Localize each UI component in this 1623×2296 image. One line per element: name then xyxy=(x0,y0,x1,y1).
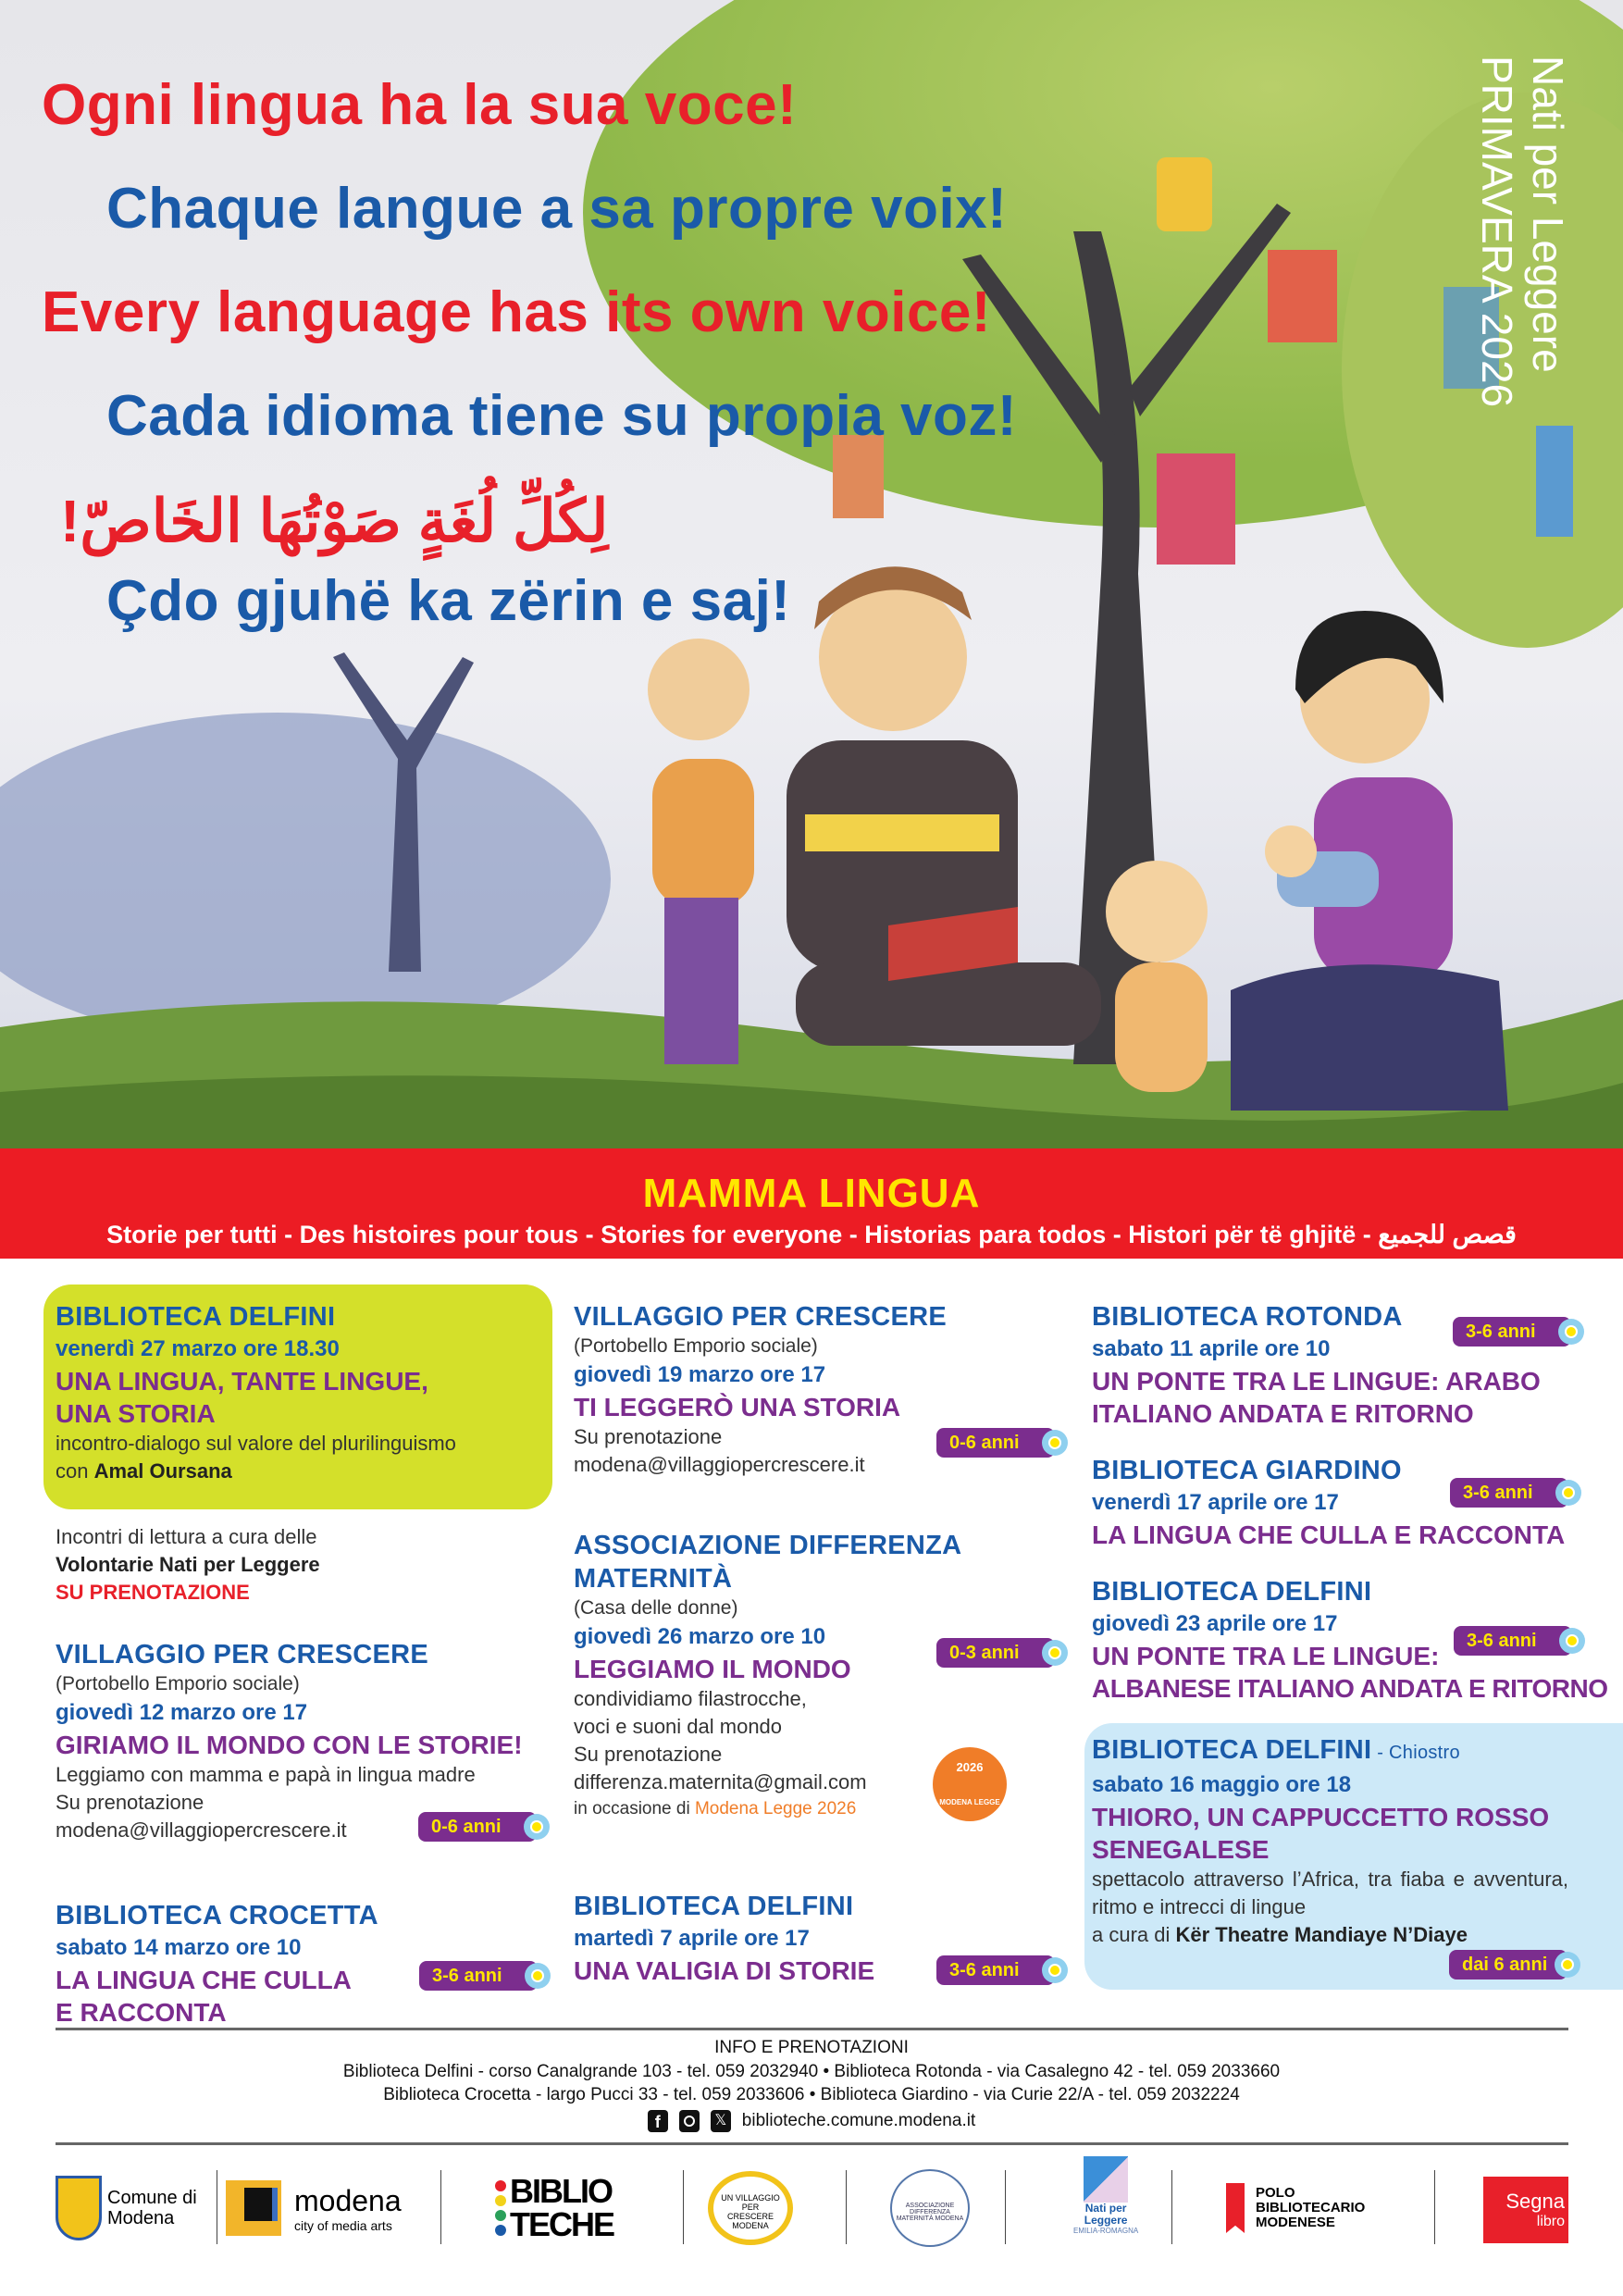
age-label: 3-6 anni xyxy=(1466,1322,1536,1342)
event-title: LA LINGUA CHE CULLA E RACCONTA xyxy=(1092,1520,1566,1549)
headline-arabic: لِكُلِّ لُغَةٍ صَوْتُهَا الخَاصّ! xyxy=(60,488,609,554)
logo-biblioteche xyxy=(495,2166,613,2251)
program-subtitle: Storie per tutti - Des histoires pour tous - Stories for everyone - Historias para todos - Histori për të ghjitë - قصص للجميع xyxy=(106,1221,1517,1248)
text: a cura di xyxy=(1092,1923,1176,1946)
flower-icon xyxy=(1042,1957,1068,1983)
age-badge xyxy=(1454,1626,1572,1656)
logo-villaggio-per-crescere xyxy=(708,2166,793,2251)
event-title: LEGGIAMO IL MONDO xyxy=(574,1655,851,1683)
event-description: Leggiamo con mamma e papà in lingua madre xyxy=(56,1763,476,1786)
age-badge xyxy=(1450,1478,1568,1508)
flower-icon xyxy=(1042,1430,1068,1456)
event-venue: BIBLIOTECA ROTONDA xyxy=(1092,1302,1403,1332)
age-label: 0-6 anni xyxy=(949,1433,1020,1453)
age-badge xyxy=(1453,1317,1571,1347)
event-delfini-16-maggio xyxy=(1092,1733,1568,1949)
logo-subtext: city of media arts xyxy=(294,2217,392,2233)
headline-albanian: Çdo gjuhë ka zërin e saj! xyxy=(106,569,791,633)
event-title: UNA LINGUA, TANTE LINGUE, xyxy=(56,1367,428,1396)
logo-comune-di-modena xyxy=(56,2166,200,2251)
venue-location: - Chiostro xyxy=(1371,1743,1460,1763)
age-label: 3-6 anni xyxy=(1463,1483,1533,1503)
event-title: LA LINGUA CHE CULLA xyxy=(56,1966,352,1994)
flower-icon xyxy=(1558,1319,1584,1345)
event-description: voci e suoni dal mondo xyxy=(574,1715,783,1738)
logo-text: BIBLIO xyxy=(510,2172,612,2210)
event-email[interactable]: differenza.maternita@gmail.com xyxy=(574,1770,867,1793)
event-title: UNA STORIA xyxy=(56,1399,216,1428)
event-venue: BIBLIOTECA CROCETTA xyxy=(56,1901,378,1930)
event-venue-detail: (Portobello Emporio sociale) xyxy=(56,1673,300,1694)
speaker-name: Amal Oursana xyxy=(93,1459,232,1483)
modena-legge-link: Modena Legge 2026 xyxy=(694,1799,857,1818)
event-title: SENEGALESE xyxy=(1092,1835,1270,1864)
text: con xyxy=(56,1459,94,1483)
title-band xyxy=(0,1148,1623,1259)
logo-text: POLO xyxy=(1256,2185,1295,2201)
age-label: 0-6 anni xyxy=(431,1817,502,1837)
logo-text: Leggere xyxy=(1084,2214,1128,2227)
social-row xyxy=(0,2110,1623,2132)
logo-modena-city-of-media-arts xyxy=(226,2166,402,2251)
age-badge xyxy=(1449,1950,1567,1980)
intro-line: Incontri di lettura a cura delle xyxy=(56,1525,317,1548)
flower-icon xyxy=(1555,1480,1581,1506)
logo-text: modena xyxy=(294,2183,402,2217)
event-venue: BIBLIOTECA DELFINI xyxy=(574,1892,854,1921)
facebook-icon[interactable]: f xyxy=(648,2110,668,2132)
company-name: Kër Theatre Mandiaye N’Diaye xyxy=(1175,1923,1468,1946)
intro-volunteers: Volontarie Nati per Leggere xyxy=(56,1553,320,1576)
divider xyxy=(56,2028,1568,2030)
logo-polo-bibliotecario xyxy=(1226,2166,1365,2251)
event-title: GIRIAMO IL MONDO CON LE STORIE! xyxy=(56,1731,523,1759)
event-title: ALBANESE ITALIANO ANDATA E RITORNO xyxy=(1092,1674,1608,1703)
event-differenza-maternita-26-marzo xyxy=(574,1529,1092,1822)
event-description: spettacolo attraverso l’Africa, tra fiaba e avventura, ritmo e intrecci di lingue xyxy=(1092,1868,1568,1918)
logo-text: libro xyxy=(1536,2214,1565,2229)
event-date: giovedì 26 marzo ore 10 xyxy=(574,1624,826,1649)
event-venue: BIBLIOTECA GIARDINO xyxy=(1092,1456,1402,1485)
logo-text: TECHE xyxy=(510,2205,614,2243)
event-title: UN PONTE TRA LE LINGUE: xyxy=(1092,1642,1440,1670)
logo-differenza-maternita xyxy=(890,2166,970,2251)
event-booking: Su prenotazione xyxy=(574,1425,723,1448)
event-description: incontro-dialogo sul valore del plurilinguismo xyxy=(56,1432,456,1455)
event-venue: BIBLIOTECA DELFINI xyxy=(56,1302,336,1332)
event-date: sabato 11 aprile ore 10 xyxy=(1092,1336,1331,1361)
side-title-nati-per-leggere: Nati per Leggere xyxy=(1524,56,1572,373)
logo-text: UN VILLAGGIO PER CRESCERE MODENA xyxy=(708,2171,793,2245)
logo-label: MODENA LEGGE xyxy=(939,1798,1000,1806)
event-speaker xyxy=(56,1458,546,1485)
age-badge xyxy=(936,1955,1055,1985)
flower-icon xyxy=(1555,1952,1580,1978)
event-email[interactable]: modena@villaggiopercrescere.it xyxy=(56,1818,347,1842)
age-label: 3-6 anni xyxy=(949,1960,1020,1980)
logo-text: Nati per xyxy=(1084,2202,1127,2215)
logo-text: MODENESE xyxy=(1256,2215,1335,2230)
event-booking: Su prenotazione xyxy=(574,1743,723,1766)
logo-year: 2026 xyxy=(956,1760,984,1774)
coat-of-arms-icon xyxy=(56,2176,102,2240)
event-title: UN PONTE TRA LE LINGUE: ARABO xyxy=(1092,1367,1541,1396)
x-icon[interactable]: 𝕏 xyxy=(711,2110,731,2132)
event-description: condividiamo filastrocche, xyxy=(574,1687,807,1710)
event-date: sabato 16 maggio ore 18 xyxy=(1092,1772,1352,1797)
flower-icon xyxy=(525,1963,551,1989)
event-credits xyxy=(1092,1921,1568,1949)
event-date: giovedì 12 marzo ore 17 xyxy=(56,1700,308,1725)
event-title: TI LEGGERÒ UNA STORIA xyxy=(574,1393,901,1421)
event-venue: VILLAGGIO PER CRESCERE xyxy=(574,1302,947,1332)
age-badge xyxy=(936,1428,1055,1458)
logo-text: BIBLIOTECARIO xyxy=(1256,2200,1366,2215)
event-venue: ASSOCIAZIONE DIFFERENZA xyxy=(574,1531,962,1560)
age-label: dai 6 anni xyxy=(1462,1955,1548,1975)
headline-italian: Ogni lingua ha la sua voce! xyxy=(42,73,798,137)
text: in occasione di xyxy=(574,1799,695,1818)
logo-nati-per-leggere xyxy=(1073,2156,1138,2241)
age-label: 3-6 anni xyxy=(432,1966,502,1986)
modena-legge-logo xyxy=(933,1747,1007,1821)
event-email[interactable]: modena@villaggiopercrescere.it xyxy=(574,1453,865,1476)
event-venue: MATERNITÀ xyxy=(574,1564,733,1594)
event-date: giovedì 23 aprile ore 17 xyxy=(1092,1611,1338,1636)
info-line: Biblioteca Crocetta - largo Pucci 33 - tel. 059 2033606 • Biblioteca Giardino - via Curie 22/A - tel. 059 2032224 xyxy=(383,2085,1240,2104)
info-line: Biblioteca Delfini - corso Canalgrande 103 - tel. 059 2032940 • Biblioteca Rotonda - via Casalegno 42 - tel. 059 2033660 xyxy=(342,2062,1281,2081)
event-date: venerdì 17 aprile ore 17 xyxy=(1092,1490,1339,1515)
logo-text: Segna xyxy=(1505,2190,1565,2213)
intro-note xyxy=(56,1523,574,1607)
info-heading: INFO E PRENOTAZIONI xyxy=(714,2038,909,2057)
event-date: martedì 7 aprile ore 17 xyxy=(574,1926,810,1951)
headline-french: Chaque langue a sa propre voix! xyxy=(106,177,1008,241)
event-date: sabato 14 marzo ore 10 xyxy=(56,1935,302,1960)
event-venue-detail: (Casa delle donne) xyxy=(574,1597,738,1619)
age-label: 0-3 anni xyxy=(949,1643,1020,1663)
event-venue xyxy=(1092,1733,1568,1769)
npl-book-icon xyxy=(1084,2156,1128,2203)
logo-segnalibro xyxy=(1483,2177,1568,2243)
headline-spanish: Cada idioma tiene su propia voz! xyxy=(106,384,1018,448)
event-venue: VILLAGGIO PER CRESCERE xyxy=(56,1640,428,1669)
event-venue: BIBLIOTECA DELFINI xyxy=(1092,1577,1372,1607)
age-label: 3-6 anni xyxy=(1467,1631,1537,1651)
divider xyxy=(56,2142,1568,2145)
headline-english: Every language has its own voice! xyxy=(42,280,992,344)
instagram-icon[interactable] xyxy=(679,2110,700,2132)
age-badge xyxy=(419,1961,538,1991)
event-title: THIORO, UN CAPPUCCETTO ROSSO xyxy=(1092,1803,1550,1831)
flower-icon xyxy=(1559,1628,1585,1654)
venue-name: BIBLIOTECA DELFINI xyxy=(1092,1735,1372,1765)
booking-required: SU PRENOTAZIONE xyxy=(56,1581,250,1604)
age-badge xyxy=(418,1812,537,1842)
event-date: venerdì 27 marzo ore 18.30 xyxy=(56,1336,340,1361)
logo-text: EMILIA-ROMAGNA xyxy=(1073,2227,1139,2235)
event-delfini-27-marzo xyxy=(56,1300,546,1485)
website-link[interactable]: biblioteche.comune.modena.it xyxy=(741,2111,976,2130)
flower-icon xyxy=(1042,1640,1068,1666)
event-note xyxy=(574,1796,1092,1822)
logo-text: Comune di Modena xyxy=(107,2188,197,2228)
event-booking: Su prenotazione xyxy=(56,1791,204,1814)
program-title: MAMMA LINGUA xyxy=(642,1171,981,1216)
flower-icon xyxy=(524,1814,550,1840)
event-venue-detail: (Portobello Emporio sociale) xyxy=(574,1335,818,1357)
event-title: ITALIANO ANDATA E RITORNO xyxy=(1092,1399,1474,1428)
age-badge xyxy=(936,1638,1055,1668)
event-title: E RACCONTA xyxy=(56,1998,227,2027)
side-title-primavera: PRIMAVERA 2026 xyxy=(1473,56,1521,408)
logo-text: ASSOCIAZIONE DIFFERENZA MATERNITÀ MODENA xyxy=(890,2169,970,2247)
event-title: UNA VALIGIA DI STORIE xyxy=(574,1956,875,1985)
event-date: giovedì 19 marzo ore 17 xyxy=(574,1362,826,1387)
